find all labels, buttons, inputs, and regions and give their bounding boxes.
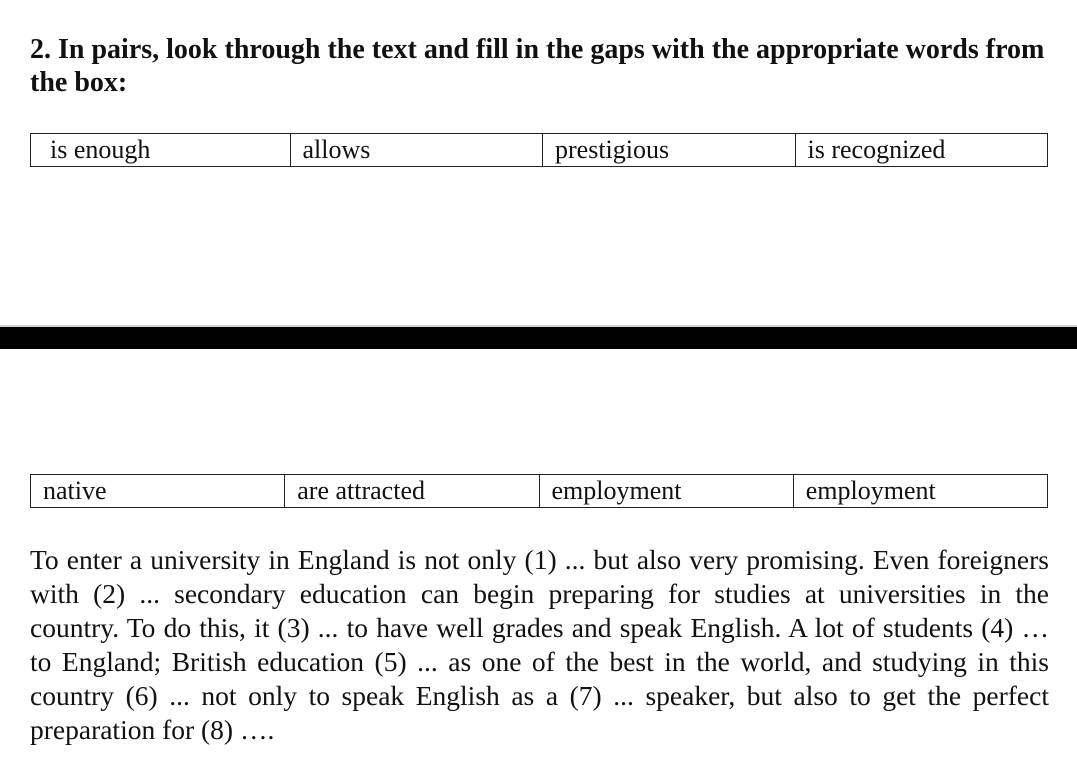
gap-fill-paragraph: To enter a university in England is not only (1) ... but also very promising. Even foreigners with (2) ... secondary education can begin preparing for studies at universities in the country. To do this, it (3) ... to have well grades and speak English. A lot of students (4) … to England; British education (5) ... as one of the best in the world, and studying in this country (6) ... not only to speak English as a (7) ... speaker, but also to get the perfect preparation for (8) …. bbox=[30, 544, 1049, 745]
word-box-cell: employment bbox=[540, 475, 794, 507]
word-box-cell: is recognized bbox=[807, 135, 946, 164]
word-box-top bbox=[30, 133, 1048, 167]
word-box-cell: native bbox=[31, 475, 285, 507]
word-box-cell: is enough bbox=[31, 134, 291, 166]
word-box-cell: allows bbox=[291, 134, 544, 166]
word-box-bottom bbox=[30, 474, 1048, 508]
exercise-heading: 2. In pairs, look through the text and fill in the gaps with the appropriate words from the box: bbox=[30, 34, 1045, 98]
word-box-cell: are attracted bbox=[285, 475, 539, 507]
word-box-cell: employment bbox=[805, 476, 936, 505]
word-box-cell: prestigious bbox=[543, 134, 796, 166]
black-divider-bar bbox=[0, 327, 1077, 349]
